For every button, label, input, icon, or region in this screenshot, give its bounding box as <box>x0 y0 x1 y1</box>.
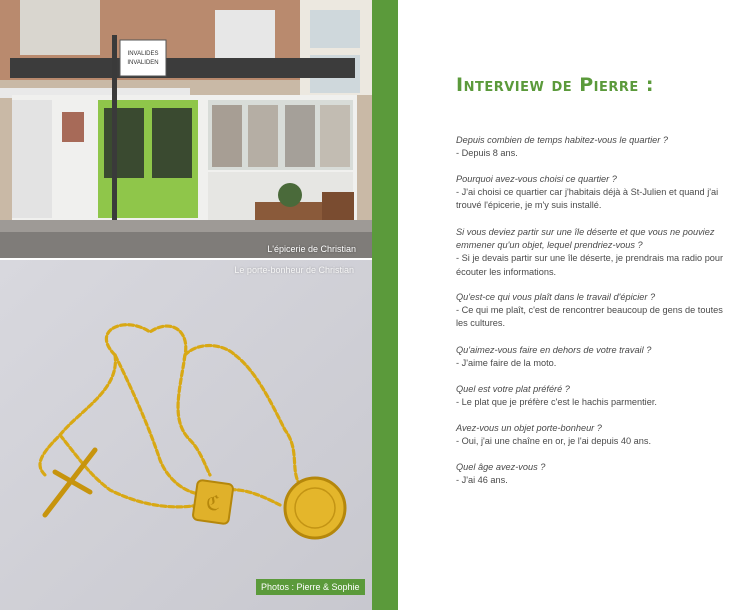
street-sign-line-2: INVALIDEN <box>127 60 159 66</box>
qa-item <box>456 422 728 448</box>
qa-item <box>456 383 728 409</box>
answer: - J'aime faire de la moto. <box>456 358 557 369</box>
answer: - Depuis 8 ans. <box>456 148 518 159</box>
qa-item <box>456 173 728 213</box>
green-stripe <box>372 0 398 610</box>
question: Depuis combien de temps habitez-vous le quartier ? <box>456 135 668 145</box>
interview-panel <box>398 0 746 610</box>
answer: - Le plat que je préfère c'est le hachis parmentier. <box>456 397 657 408</box>
question: Avez-vous un objet porte-bonheur ? <box>456 423 602 433</box>
question: Quel âge avez-vous ? <box>456 462 546 472</box>
answer: - J'ai choisi ce quartier car j'habitais déjà à St-Julien et quand j'ai trouvé l'épicerie, je m'y suis installé. <box>456 187 719 211</box>
bottom-photo-caption: Le porte-bonheur de Christian <box>234 265 354 275</box>
answer: - Oui, j'ai une chaîne en or, je l'ai depuis 40 ans. <box>456 436 652 447</box>
street-sign-line-1: INVALIDES <box>127 51 159 57</box>
top-photo-caption: L'épicerie de Christian <box>267 244 356 254</box>
question: Qu'aimez-vous faire en dehors de votre travail ? <box>456 345 652 355</box>
qa-item <box>456 134 728 160</box>
photo-credit-badge: Photos : Pierre & Sophie <box>256 579 365 595</box>
interview-title: Interview de Pierre : <box>456 74 654 96</box>
qa-item <box>456 461 728 487</box>
question: Qu'est-ce qui vous plaît dans le travail d'épicier ? <box>456 292 656 302</box>
answer: - J'ai 46 ans. <box>456 475 508 486</box>
qa-item <box>456 226 728 279</box>
question: Pourquoi avez-vous choisi ce quartier ? <box>456 174 617 184</box>
grocery-store-photo <box>0 0 372 258</box>
qa-item <box>456 344 728 370</box>
answer: - Si je devais partir sur une île déserte, je prendrais ma radio pour écouter les informations. <box>456 253 724 277</box>
question: Quel est votre plat préféré ? <box>456 384 570 394</box>
qa-item <box>456 291 728 331</box>
svg-text:ℭ: ℭ <box>205 491 221 515</box>
lucky-charm-photo <box>0 260 372 610</box>
answer: - Ce qui me plaît, c'est de rencontrer beaucoup de gens de toutes les cultures. <box>456 305 723 329</box>
question: Si vous deviez partir sur une île déserte et que vous ne pouviez emmener qu'un objet, lequel prendriez-vous ? <box>456 227 715 251</box>
photo-column <box>0 0 372 610</box>
